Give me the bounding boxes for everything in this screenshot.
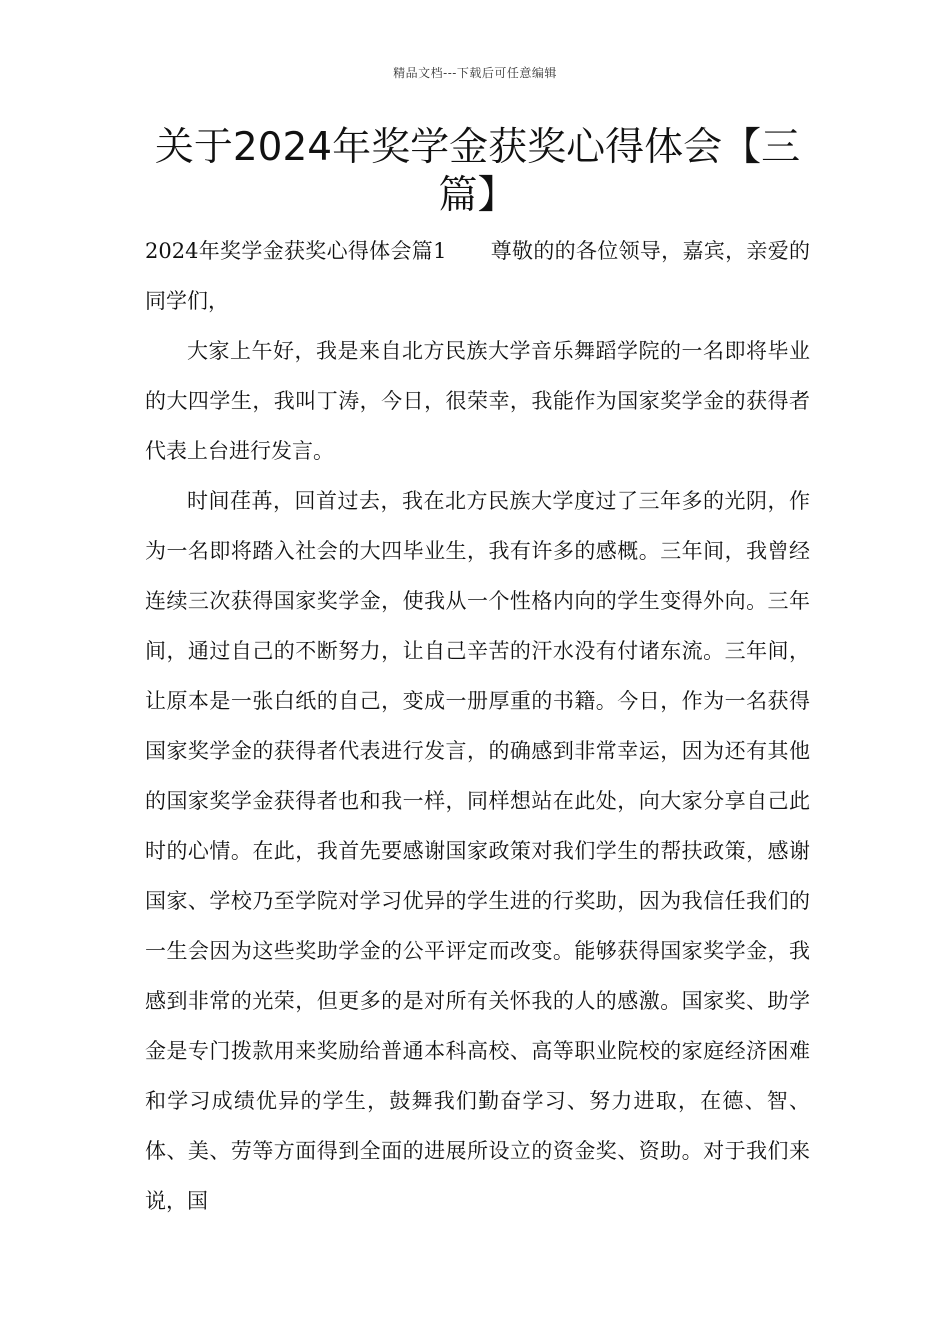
document-title: 关于2024年奖学金获奖心得体会【三篇】 xyxy=(154,125,801,218)
paragraph-introduction: 大家上午好，我是来自北方民族大学音乐舞蹈学院的一名即将毕业的大四学生，我叫丁涛，今日，很荣幸，我能作为国家奖学金的获得者代表上台进行发言。 xyxy=(145,339,810,463)
paragraph-reflection: 时间荏苒，回首过去，我在北方民族大学度过了三年多的光阴，作为一名即将踏入社会的大四毕业生，我有许多的感概。三年间，我曾经连续三次获得国家奖学金，使我从一个性格内向的学生变得外向。三年间，通过自己的不断努力，让自己辛苦的汗水没有付诸东流。三年间，让原本是一张白纸的自己，变成一册厚重的书籍。今日，作为一名获得国家奖学金的获得者代表进行发言，的确感到非常幸运，因为还有其他的国家奖学金获得者也和我一样，同样想站在此处，向大家分享自己此时的心情。在此，我首先要感谢国家政策对我们学生的帮扶政策，感谢国家、学校乃至学院对学习优异的学生进的行奖助，因为我信任我们的一生会因为这些奖助学金的公平评定而改变。能够获得国家奖学金，我感到非常的光荣，但更多的是对所有关怀我的人的感激。国家奖、助学金是专门拨款用来奖励给普通本科高校、高等职业院校的家庭经济困难和学习成绩优异的学生，鼓舞我们勤奋学习、努力进取，在德、智、体、美、劳等方面得到全面的进展所设立的资金奖、资助。对于我们来说，国 xyxy=(145,489,810,1213)
opening-paragraph xyxy=(145,226,810,326)
greeting-text: 尊敬的的各位领导，嘉宾，亲爱的同学们， xyxy=(145,239,811,313)
document-body xyxy=(145,226,810,1226)
header-note: 精品文档---下载后可任意编辑 xyxy=(393,66,557,80)
section-label: 2024年奖学金获奖心得体会篇1 xyxy=(145,239,447,263)
